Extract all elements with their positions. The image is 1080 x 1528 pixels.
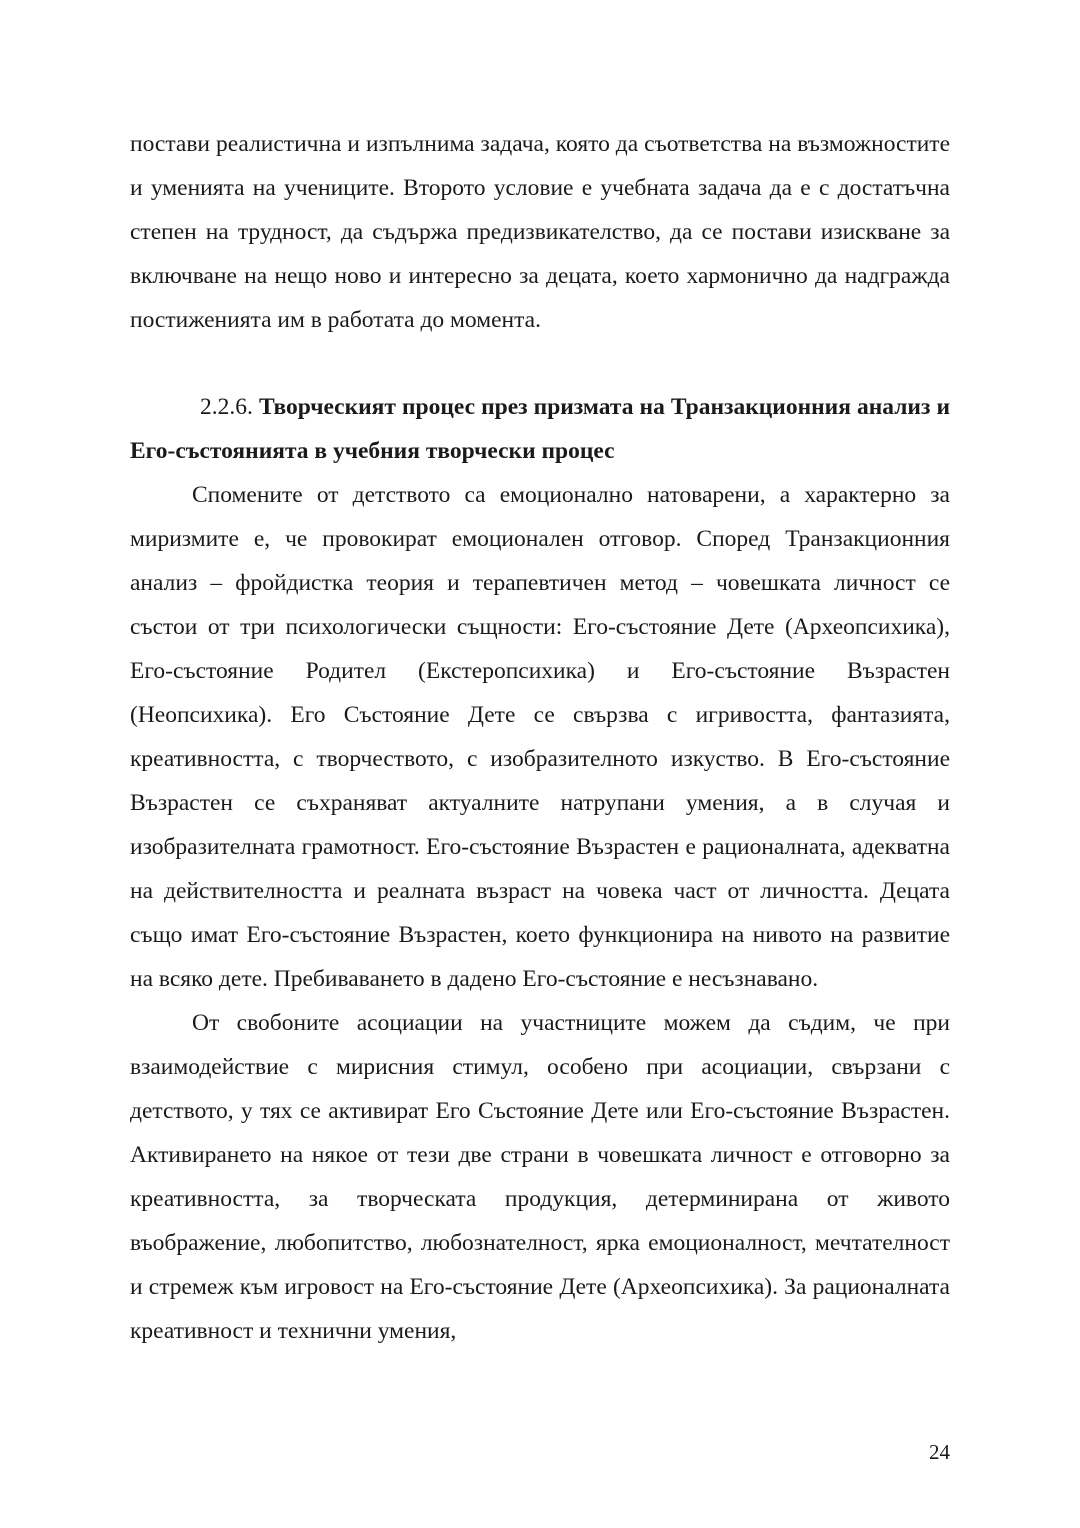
section-number: 2.2.6.	[200, 394, 259, 420]
page-number: 24	[929, 1440, 950, 1464]
section-body	[130, 473, 950, 1353]
continuation-paragraph	[130, 122, 950, 342]
section-heading	[130, 385, 950, 473]
paragraph-text: постави реалистична и изпълнима задача, която да съответства на възможностите и уменията на учениците. Второто условие е учебната задача да е с достатъчна степен на трудност, да съдържа предизвикателство, да се постави изискване за включване на нещо ново и интересно за децата, което хармонично да надгражда постиженията им в работата до момента.	[130, 131, 950, 333]
section-title: Творческият процес през призмата на Транзакционния анализ и Его-състоянията в учебния творчески процес	[130, 394, 950, 464]
body-paragraph-1: Спомените от детството са емоционално натоварени, а характерно за миризмите е, че провокират емоционален отговор. Според Транзакционния анализ – фройдистка теория и терапевтичен метод – човешката личност се състои от три психологически същности: Его-състояние Дете (Археопсихика), Его-състояние Родител (Екстеропсихика) и Его-състояние Възрастен (Неопсихика). Его Състояние Дете се свързва с игривостта, фантазията, креативността, с творчеството, с изобразителното изкуство. В Его-състояние Възрастен се съхраняват актуалните натрупани умения, а в случая и изобразителната грамотност. Его-състояние Възрастен е рационалната, адекватна на действителността и реалната възраст на човека част от личността. Децата също имат Его-състояние Възрастен, което функционира на нивото на развитие на всяко дете. Пребиваването в дадено Его-състояние е несъзнавано.	[130, 482, 950, 992]
body-paragraph-2: От свобоните асоциации на участниците можем да съдим, че при взаимодействие с мирисния стимул, особено при асоциации, свързани с детството, у тях се активират Его Състояние Дете или Его-състояние Възрастен. Активирането на някое от тези две страни в човешката личност е отговорно за креативността, за творческата продукция, детерминирана от живото въображение, любопитство, любознателност, ярка емоционалност, мечтателност и стремеж към игровост на Его-състояние Дете (Археопсихика). За рационалната креативност и технични умения,	[130, 1010, 950, 1344]
